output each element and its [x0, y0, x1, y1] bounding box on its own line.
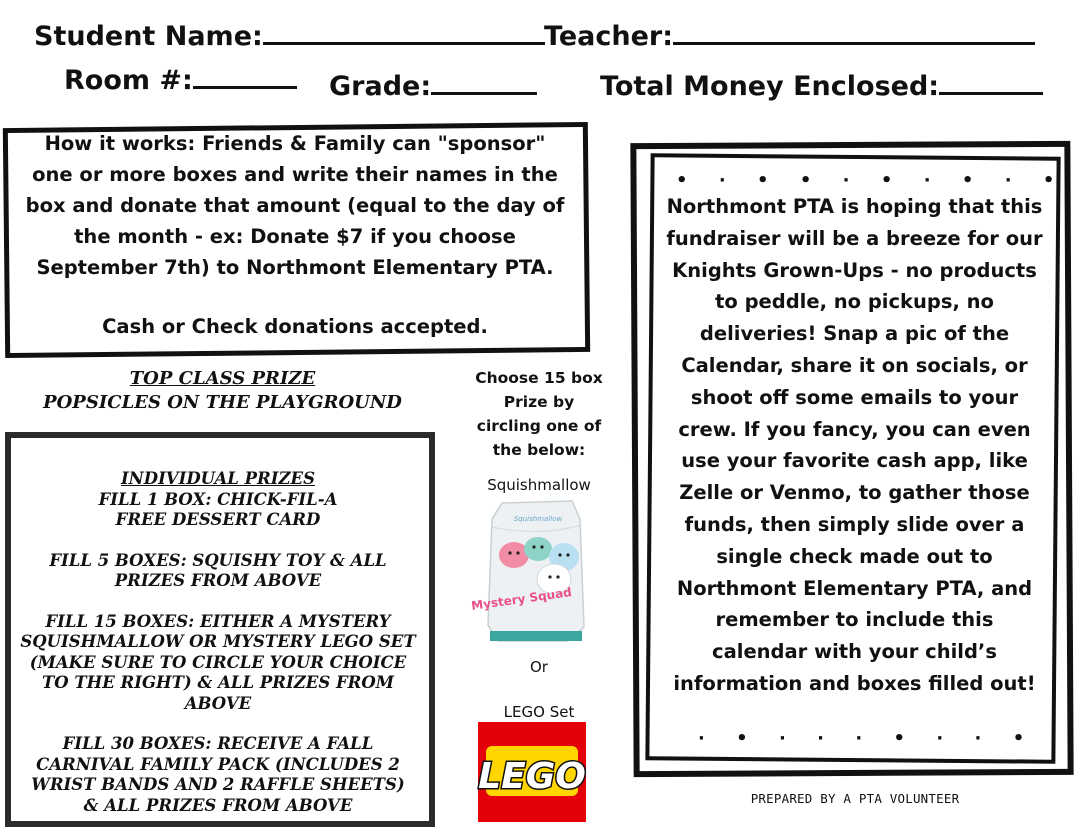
top-dots-decoration: • · • • · • · • · • [676, 170, 1055, 191]
room-label: Room #: [64, 65, 193, 96]
individual-prizes-title: INDIVIDUAL PRIZES [120, 469, 316, 488]
cash-check-note: Cash or Check donations accepted. [102, 315, 488, 338]
grade-blank[interactable] [431, 70, 537, 95]
individual-prizes-list [16, 469, 420, 816]
right-info-text: Northmont PTA is hoping that this fundraiser will be a breeze for our Knights Grown-Ups - no products to peddle, no pickups, no deliveries! Snap a pic of the Calendar, share it on socials, or shoot off some emails to your crew. If you fancy, you can even use your favorite cash app, like Zelle or Venmo, to gather those funds, then simply slide over a single check made out to Northmont Elementary PTA, and remember to include this calendar with your child’s information and boxes filled out! [666, 195, 1043, 695]
squishmallow-package-image [470, 497, 592, 645]
bottom-dots-decoration: · • · · · • · · • [698, 728, 1025, 749]
choose-prize-instructions: Choose 15 box Prize by circling one of the below: [475, 369, 603, 459]
top-class-title: TOP CLASS PRIZE [129, 368, 316, 389]
top-class-subtitle: POPSICLES ON THE PLAYGROUND [43, 392, 402, 413]
package-mystery-text: Mystery Squad [470, 585, 573, 614]
student-name-blank[interactable] [263, 20, 545, 45]
money-field[interactable] [600, 70, 1043, 102]
student-name-field[interactable] [34, 20, 545, 52]
prize-item: FILL 1 BOX: CHICK-FIL-A FREE DESSERT CARD [98, 489, 338, 529]
teacher-field[interactable] [544, 20, 1035, 52]
lego-option[interactable] [478, 722, 586, 822]
student-name-label: Student Name: [34, 21, 263, 52]
lego-logo [478, 722, 586, 822]
squishmallow-option[interactable] [470, 497, 592, 645]
prize-item: FILL 30 BOXES: RECEIVE A FALL CARNIVAL FAMILY PACK (INCLUDES 2 WRIST BANDS AND 2 RAFFLE SHEETS) & ALL PRIZES FROM ABOVE [31, 734, 405, 815]
teacher-label: Teacher: [544, 21, 674, 52]
prepared-by-footer: PREPARED BY A PTA VOLUNTEER [750, 791, 960, 806]
or-label: Or [530, 658, 548, 676]
prize-item: FILL 5 BOXES: SQUISHY TOY & ALL PRIZES FROM ABOVE [49, 550, 387, 590]
how-it-works-text: How it works: Friends & Family can "sponsor" one or more boxes and write their names in the box and donate that amount (equal to the day of the month - ex: Donate $7 if you choose September 7th) to Northmont Elementary PTA. [25, 132, 565, 279]
lego-logo-text: LEGO [478, 756, 586, 797]
top-class-prize [20, 367, 425, 415]
room-blank[interactable] [193, 64, 297, 89]
teacher-blank[interactable] [673, 20, 1035, 45]
money-blank[interactable] [939, 70, 1043, 95]
room-field[interactable] [64, 64, 297, 96]
money-label: Total Money Enclosed: [600, 71, 940, 102]
lego-label: LEGO Set [503, 703, 575, 721]
grade-label: Grade: [329, 71, 432, 102]
grade-field[interactable] [329, 70, 537, 102]
prize-item: FILL 15 BOXES: EITHER A MYSTERY SQUISHMALLOW OR MYSTERY LEGO SET (MAKE SURE TO CIRCLE YOUR CHOICE TO THE RIGHT) & ALL PRIZES FROM ABOVE [20, 611, 416, 713]
squishmallow-label: Squishmallow [487, 476, 591, 494]
package-brand-text: Squishmallow [513, 515, 563, 523]
